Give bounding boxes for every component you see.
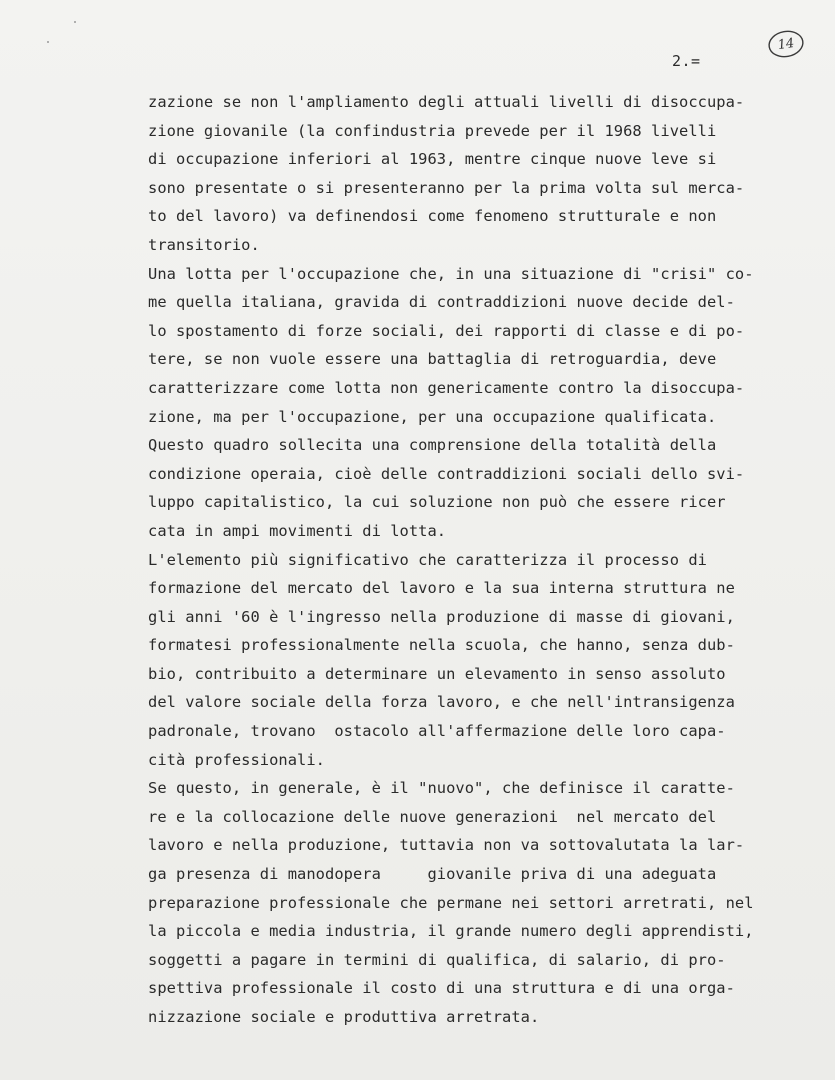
text-line: zione giovanile (la confindustria prevede per il 1968 livelli [148,121,717,140]
text-line: nizzazione sociale e produttiva arretrata. [148,1008,540,1026]
text-line: lavoro e nella produzione, tuttavia non va sottovalutata la lar- [148,836,745,855]
body-text [148,88,788,1032]
text-line: Una lotta per l'occupazione che, in una situazione di "crisi" co- [148,264,754,283]
text-line: L'elemento più significativo che caratterizza il processo di [148,550,707,569]
text-line: la piccola e media industria, il grande numero degli apprendisti, [148,922,754,941]
text-line: formatesi professionalmente nella scuola, che hanno, senza dub- [148,636,735,655]
text-line: me quella italiana, gravida di contraddizioni nuove decide del- [148,293,735,312]
page-number: 2.= [672,52,701,70]
text-line: lo spostamento di forze sociali, dei rapporti di classe e di po- [148,321,745,340]
text-line: transitorio. [148,235,260,254]
text-line: formazione del mercato del lavoro e la sua interna struttura ne [148,579,735,598]
scan-speck [74,21,76,23]
text-line: Se questo, in generale, è il "nuovo", che definisce il caratte- [148,779,735,798]
page-stamp [766,29,806,59]
text-line: ga presenza di manodopera giovanile priva di una adeguata [148,865,717,884]
text-line: luppo capitalistico, la cui soluzione non può che essere ricer [148,493,726,512]
text-line: spettiva professionale il costo di una struttura e di una orga- [148,979,735,998]
text-line: cità professionali. [148,750,326,769]
text-line: sono presentate o si presenteranno per la prima volta sul merca- [148,178,745,197]
text-line: re e la collocazione delle nuove generazioni nel mercato del [148,807,717,826]
stamp-number: 14 [776,35,796,53]
text-line: padronale, trovano ostacolo all'affermazione delle loro capa- [148,722,726,741]
text-line: del valore sociale della forza lavoro, e che nell'intransigenza [148,693,735,712]
text-line: caratterizzare come lotta non genericamente contro la disoccupa- [148,378,745,397]
text-line: condizione operaia, cioè delle contraddizioni sociali dello svi- [148,464,745,483]
text-line: preparazione professionale che permane nei settori arretrati, nel [148,893,754,912]
scan-speck [47,41,49,43]
text-line: cata in ampi movimenti di lotta. [148,521,447,540]
text-line: bio, contribuito a determinare un elevamento in senso assoluto [148,664,726,683]
text-line: tere, se non vuole essere una battaglia di retroguardia, deve [148,350,717,369]
text-line: zione, ma per l'occupazione, per una occupazione qualificata. [148,407,717,426]
text-line: Questo quadro sollecita una comprensione della totalità della [148,436,717,455]
text-line: di occupazione inferiori al 1963, mentre cinque nuove leve si [148,150,717,169]
text-line: to del lavoro) va definendosi come fenomeno strutturale e non [148,207,717,226]
text-line: zazione se non l'ampliamento degli attuali livelli di disoccupa- [148,93,745,111]
text-line: gli anni '60 è l'ingresso nella produzione di masse di giovani, [148,607,735,626]
text-line: soggetti a pagare in termini di qualifica, di salario, di pro- [148,950,726,969]
